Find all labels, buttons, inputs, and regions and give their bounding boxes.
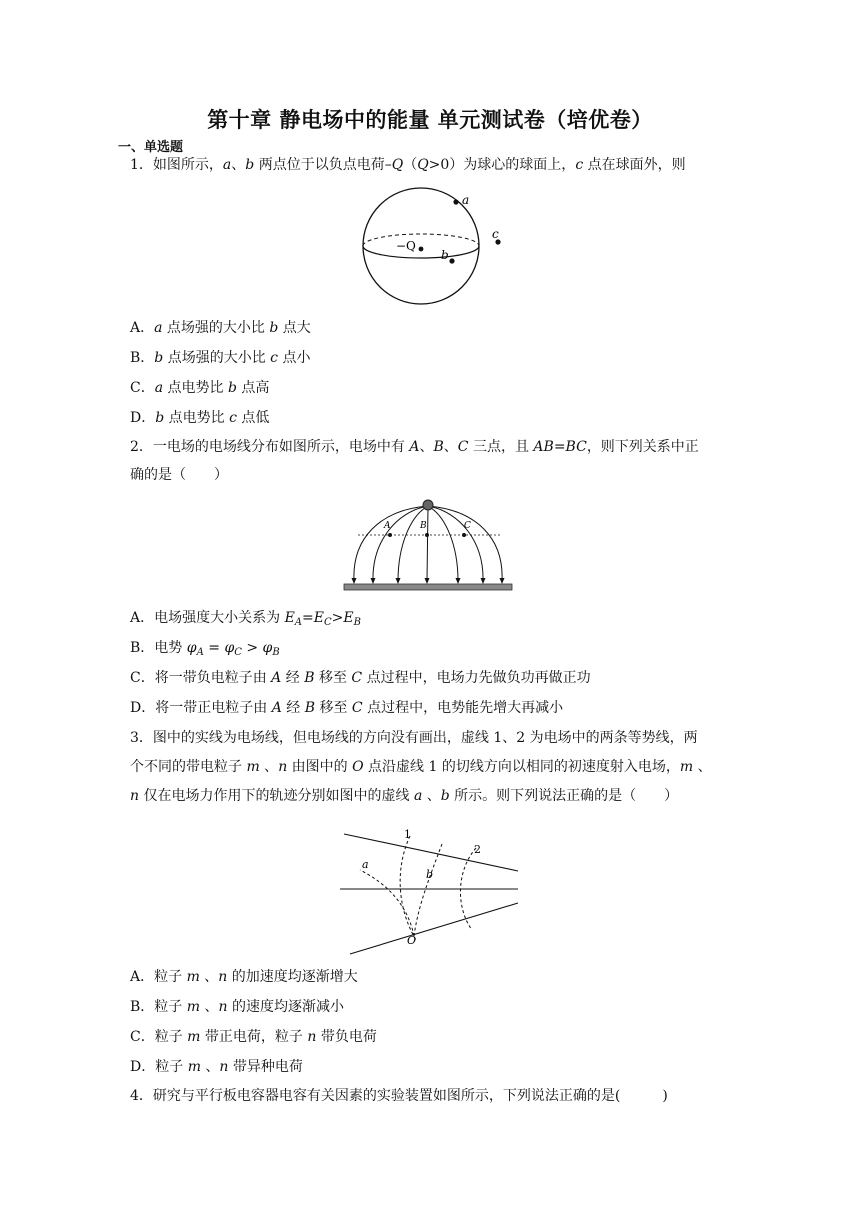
q3-option-d[interactable]: D．粒子 m 、n 带异种电荷	[130, 1059, 303, 1075]
q1-stem: 1．如图所示，a、b 两点位于以负点电荷–Q（Q>0）为球心的球面上，c 点在球面外，则	[130, 157, 686, 173]
q2-option-d[interactable]: D．将一带正电粒子由 A 经 B 移至 C 点过程中，电势能先增大再减小	[130, 700, 564, 716]
label-a: a	[462, 193, 470, 207]
q2-figure-field-lines	[340, 498, 520, 593]
field-arrowheads	[352, 578, 505, 584]
point-a	[453, 199, 458, 204]
q2-stem-line1: 2．一电场的电场线分布如图所示，电场中有 A、B、C 三点，且 AB=BC，则下列关系中正	[130, 439, 699, 455]
q1-option-d[interactable]: D．b 点电势比 c 点低	[130, 410, 270, 426]
field-line-top	[344, 834, 518, 871]
point-C	[462, 533, 466, 537]
point-A	[388, 533, 392, 537]
q1-option-c[interactable]: C．a 点电势比 b 点高	[130, 380, 270, 396]
label-B: B	[420, 521, 427, 531]
q3-figure-trajectories	[338, 826, 522, 958]
q3-option-a[interactable]: A．粒子 m 、n 的加速度均逐渐增大	[130, 969, 358, 985]
trajectory-b	[414, 844, 442, 936]
q1-figure-sphere	[350, 185, 520, 310]
q2-option-c[interactable]: C．将一带负电粒子由 A 经 B 移至 C 点过程中，电场力先做负功再做正功	[130, 670, 591, 686]
field-line-4	[427, 506, 428, 581]
section-heading: 一、单选题	[118, 140, 184, 155]
label-A: A	[384, 521, 391, 531]
label-b: b	[426, 868, 434, 881]
point-B	[425, 533, 429, 537]
q1-option-a[interactable]: A．a 点场强的大小比 b 点大	[130, 320, 311, 336]
label-a: a	[362, 858, 369, 871]
field-line-bottom	[350, 903, 518, 954]
q3-stem-line2: 个不同的带电粒子 m 、n 由图中的 O 点沿虚线 1 的切线方向以相同的初速度射入电场，m 、	[130, 759, 712, 775]
grounded-plate	[344, 584, 512, 590]
field-line-1	[354, 506, 428, 581]
label-2: 2	[474, 843, 481, 856]
field-line-2	[373, 506, 428, 581]
charge-ball	[423, 500, 433, 510]
q2-stem-line2: 确的是（ ）	[130, 467, 228, 483]
q3-stem-line3: n 仅在电场力作用下的轨迹分别如图中的虚线 a 、b 所示。则下列说法正确的是（ ）	[130, 788, 679, 804]
field-line-7	[428, 506, 502, 581]
page-title: 第十章 静电场中的能量 单元测试卷（培优卷）	[207, 108, 653, 132]
equipotential-1	[400, 836, 416, 940]
label-1: 1	[404, 828, 411, 841]
q4-stem: 4．研究与平行板电容器电容有关因素的实验装置如图所示，下列说法正确的是( )	[130, 1088, 668, 1104]
label-c: c	[492, 227, 499, 241]
field-line-6	[428, 506, 483, 581]
label-C: C	[464, 521, 471, 531]
sphere-equator-back	[363, 234, 479, 246]
q2-option-b[interactable]: B．电势 $\varphi_A = \varphi_C > \varphi_B$	[130, 640, 280, 658]
q3-option-c[interactable]: C．粒子 m 带正电荷，粒子 n 带负电荷	[130, 1029, 377, 1045]
point-b	[449, 258, 454, 263]
q1-option-b[interactable]: B．b 点场强的大小比 c 点小	[130, 350, 311, 366]
q3-stem-line1: 3．图中的实线为电场线，但电场线的方向没有画出，虚线 1、2 为电场中的两条等势线，两	[130, 730, 698, 746]
label-neg-q: −Q	[396, 239, 416, 253]
q3-option-b[interactable]: B．粒子 m 、n 的速度均逐渐减小	[130, 999, 344, 1015]
label-b: b	[441, 248, 449, 262]
q2-option-a[interactable]: A．电场强度大小关系为 $E_A=E_C>E_B$	[130, 610, 361, 628]
label-O: O	[407, 934, 417, 947]
point-neg-q	[419, 247, 424, 252]
trajectory-a	[360, 870, 414, 936]
